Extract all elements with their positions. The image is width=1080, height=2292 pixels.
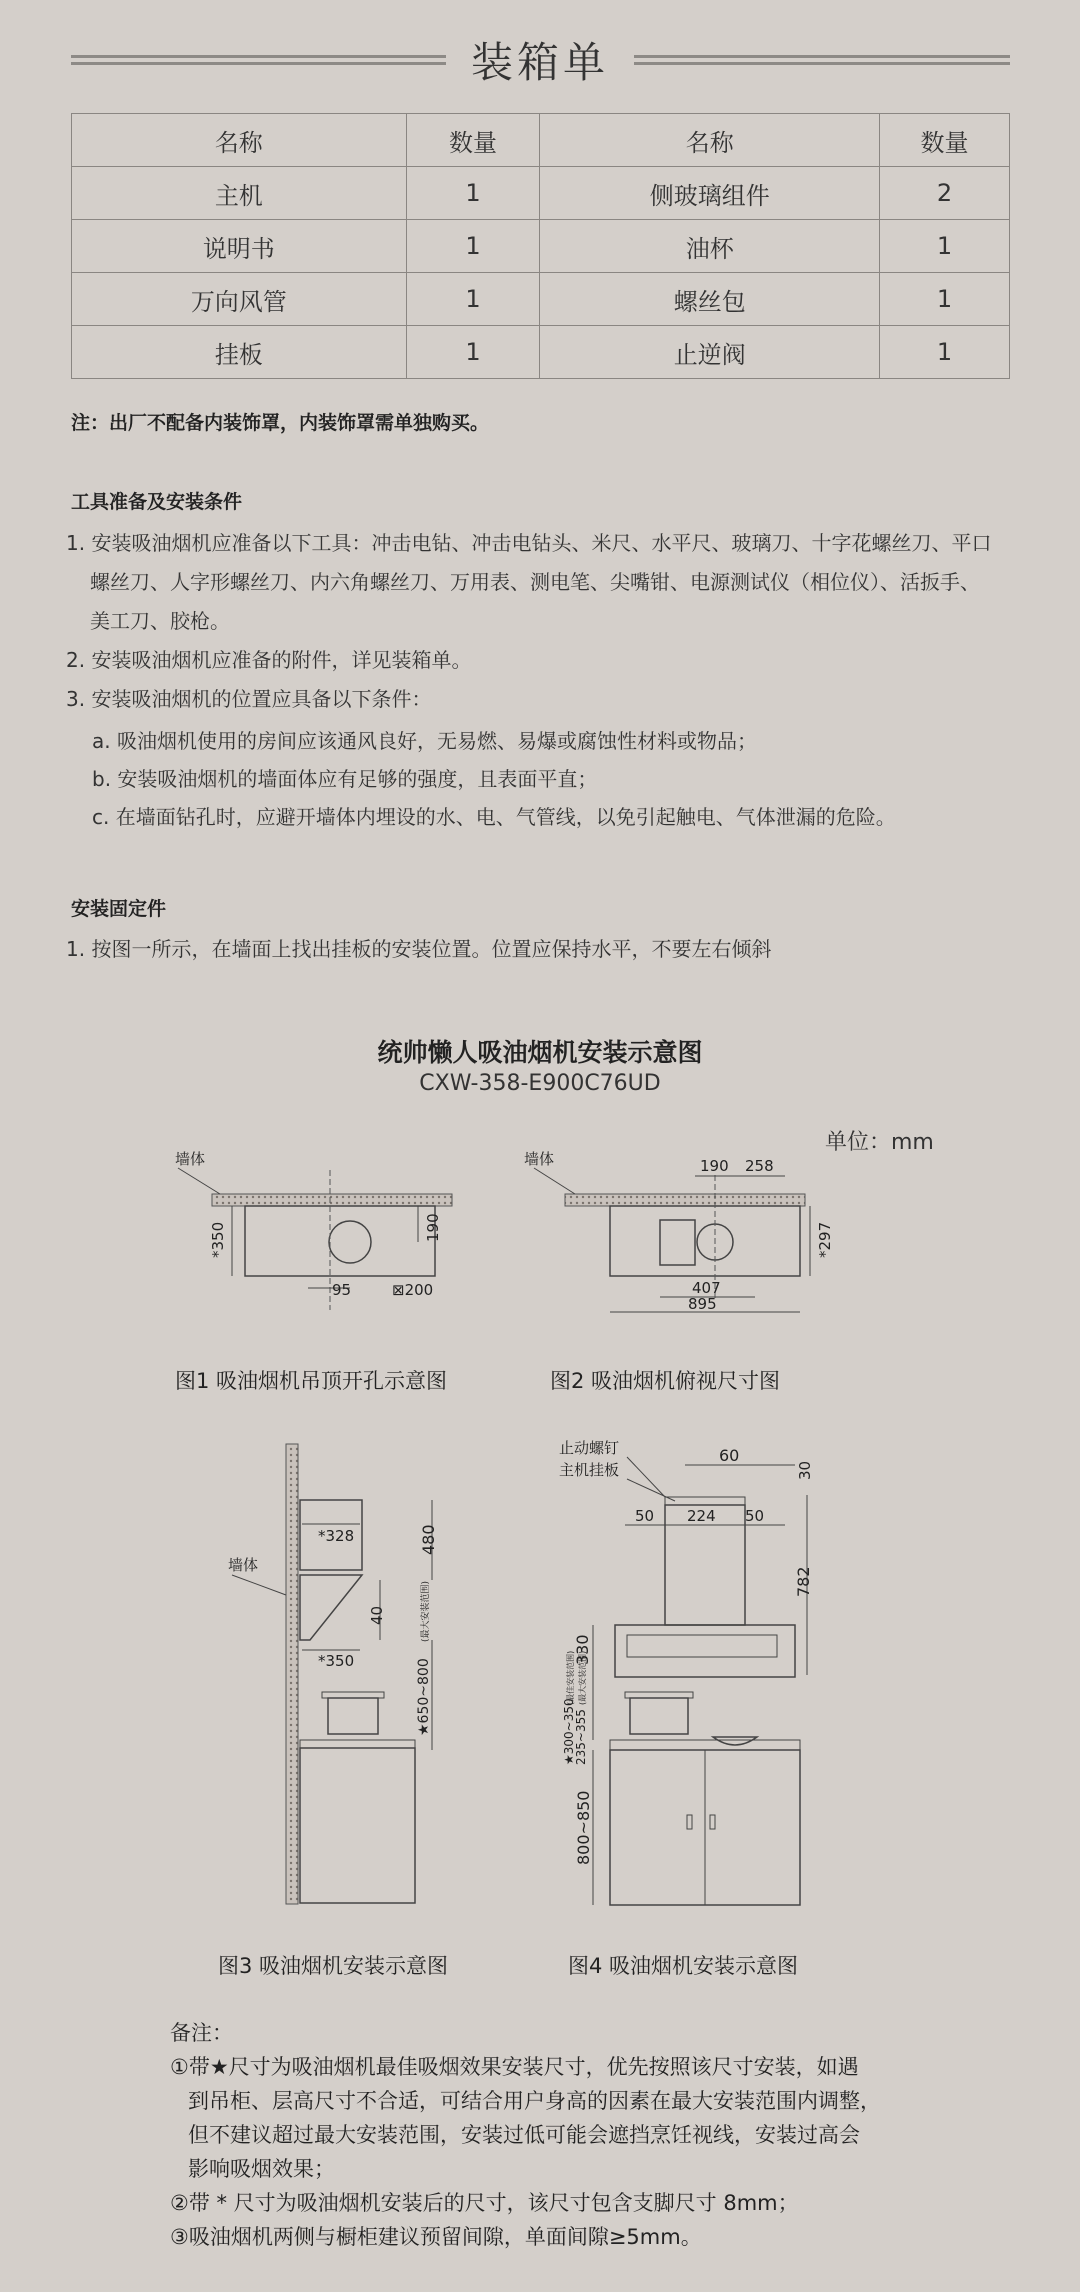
tools-heading: 工具准备及安装条件 — [71, 491, 243, 513]
table-header-cell: 名称 — [72, 114, 407, 167]
condition-b: b. 安装吸油烟机的墙面体应有足够的强度，且表面平直； — [92, 767, 598, 791]
fig4-wok — [713, 1737, 757, 1745]
fig3-dim-range-note: (最大安装范围) — [421, 1580, 431, 1642]
table-row — [72, 167, 1010, 220]
fig2-drawing — [520, 1140, 840, 1330]
table-cell: 1 — [406, 273, 540, 326]
tools-list — [66, 524, 1006, 719]
table-cell: 2 — [880, 167, 1010, 220]
table-header-cell: 名称 — [540, 114, 880, 167]
fig3-dim-350-label: *350 — [318, 1652, 355, 1670]
remarks-line-3: 但不建议超过最大安装范围，安装过低可能会遮挡烹饪视线，安装过高会 — [188, 2123, 860, 2147]
fig3-cabinet — [300, 1748, 415, 1903]
page-title: 装箱单 — [470, 38, 609, 87]
fig3-dim-328-label: *328 — [318, 1527, 355, 1545]
fig4-pot — [630, 1698, 688, 1734]
fig4-drawing — [545, 1435, 825, 1915]
remarks — [170, 2016, 881, 2254]
tools-item-3: 3. 安装吸油烟机的位置应具备以下条件： — [66, 687, 432, 711]
fig2-valve-box — [660, 1220, 695, 1265]
fig3-pot-lid — [322, 1692, 384, 1698]
fig3-wall-leader — [232, 1575, 286, 1595]
table-cell: 止逆阀 — [540, 326, 880, 379]
fig3-dim-40-label: 40 — [368, 1605, 386, 1625]
table-cell: 1 — [880, 220, 1010, 273]
fig1-dim-200-label: ⊠200 — [392, 1281, 434, 1299]
table-header-row — [72, 114, 1010, 167]
fig2-wall-leader — [534, 1168, 575, 1194]
fig4-dim-r1-label: ★300~350 — [562, 1698, 576, 1765]
fig4-stop-screw-label: 止动螺钉 — [559, 1439, 620, 1457]
fig4-dim-50a-label: 50 — [635, 1507, 655, 1525]
remarks-line-1: ①带★尺寸为吸油烟机最佳吸烟效果安装尺寸，优先按照该尺寸安装，如遇 — [170, 2055, 859, 2079]
table-cell: 说明书 — [72, 220, 407, 273]
fix-item-1: 1. 按图一所示，在墙面上找出挂板的安装位置。位置应保持水平，不要左右倾斜 — [66, 937, 772, 961]
fig4-dim-50b-label: 50 — [745, 1507, 765, 1525]
fig2-dim-190-label: 190 — [700, 1157, 729, 1175]
fix-heading: 安装固定件 — [71, 898, 167, 920]
fig2-hood-outline — [610, 1206, 800, 1276]
fig4-dim-r1-note: (最佳安装范围) — [566, 1650, 575, 1705]
fig1-dim-95-label: 95 — [332, 1281, 352, 1299]
table-cell: 侧玻璃组件 — [540, 167, 880, 220]
diagram-title: 统帅懒人吸油烟机安装示意图 — [377, 1038, 703, 1067]
fig1-drawing — [160, 1140, 480, 1310]
fig3-hood — [300, 1575, 362, 1640]
remarks-heading: 备注： — [170, 2021, 233, 2045]
fig4-dim-r2-note: (最大安装范围) — [578, 1650, 587, 1705]
fig2-caption: 图2 吸油烟机俯视尺寸图 — [550, 1369, 781, 1393]
remarks-line-5: ②带 * 尺寸为吸油烟机安装后的尺寸，该尺寸包含支脚尺寸 8mm； — [170, 2191, 799, 2215]
fig4-handle-left — [687, 1815, 692, 1829]
fig2-dim-297-label: *297 — [816, 1221, 834, 1258]
fig3-wall — [286, 1444, 298, 1904]
condition-c: c. 在墙面钻孔时，应避开墙体内埋设的水、电、气管线，以免引起触电、气体泄漏的危险。 — [92, 805, 896, 829]
remarks-line-6: ③吸油烟机两侧与橱柜建议预留间隙，单面间隙≥5mm。 — [170, 2225, 702, 2249]
table-cell: 挂板 — [72, 326, 407, 379]
fig4-counter — [610, 1740, 800, 1750]
fig1-caption: 图1 吸油烟机吊顶开孔示意图 — [175, 1369, 448, 1393]
fig2-dim-895-label: 895 — [688, 1295, 717, 1313]
table-cell: 主机 — [72, 167, 407, 220]
tools-item-1-line-1: 1. 安装吸油烟机应准备以下工具：冲击电钻、冲击电钻头、米尺、水平尺、玻璃刀、十字花螺丝刀、平口 — [66, 531, 992, 555]
fig4-hood-panel — [627, 1635, 777, 1657]
table-cell: 1 — [406, 326, 540, 379]
remarks-line-4: 影响吸烟效果； — [188, 2157, 335, 2181]
tools-item-1-line-2: 螺丝刀、人字形螺丝刀、内六角螺丝刀、万用表、测电笔、尖嘴钳、电源测试仪（相位仪）、活扳手、 — [90, 570, 980, 594]
table-row — [72, 220, 1010, 273]
fig1-wall-leader — [178, 1168, 220, 1194]
fig4-dim-60-label: 60 — [719, 1446, 740, 1465]
fig3-dim-range-label: ★650~800 — [416, 1658, 432, 1736]
table-header-cell: 数量 — [406, 114, 540, 167]
fig1-hood-outline — [245, 1206, 435, 1276]
fig3-dim-480-label: 480 — [419, 1524, 438, 1555]
table-cell: 1 — [406, 167, 540, 220]
fig4-hanger-label: 主机挂板 — [559, 1461, 620, 1479]
fig4-dim-30-label: 30 — [796, 1460, 814, 1480]
table-header-cell: 数量 — [880, 114, 1010, 167]
fig2-wall-label: 墙体 — [524, 1150, 555, 1168]
fig1-dim-190-label: 190 — [424, 1213, 442, 1242]
table-cell: 油杯 — [540, 220, 880, 273]
fig2-dim-407-label: 407 — [692, 1279, 721, 1297]
table-cell: 1 — [406, 220, 540, 273]
packing-note: 注：出厂不配备内装饰罩，内装饰罩需单独购买。 — [71, 412, 490, 434]
fig3-wall-label: 墙体 — [228, 1556, 259, 1574]
fig2-ceiling — [565, 1194, 805, 1206]
fig4-caption: 图4 吸油烟机安装示意图 — [568, 1954, 799, 1978]
table-cell: 螺丝包 — [540, 273, 880, 326]
fig1-ceiling — [212, 1194, 452, 1206]
fig4-dim-800-label: 800~850 — [574, 1790, 593, 1865]
header-rule-right — [634, 55, 1010, 65]
fig4-hood — [615, 1625, 795, 1677]
table-row — [72, 326, 1010, 379]
fig1-dim-350-label: *350 — [209, 1221, 227, 1258]
remarks-line-2: 到吊柜、层高尺寸不合适，可结合用户身高的因素在最大安装范围内调整， — [188, 2089, 881, 2113]
condition-a: a. 吸油烟机使用的房间应该通风良好，无易燃、易爆或腐蚀性材料或物品； — [92, 729, 757, 753]
fig3-caption: 图3 吸油烟机安装示意图 — [218, 1954, 449, 1978]
fig4-hanger-plate — [665, 1497, 745, 1505]
fig4-dim-224-label: 224 — [687, 1507, 716, 1525]
fig3-pot — [328, 1698, 378, 1734]
fig4-dim-r2-label: 235~355 — [574, 1709, 588, 1765]
tools-item-1-line-3: 美工刀、胶枪。 — [90, 609, 230, 633]
table-cell: 万向风管 — [72, 273, 407, 326]
table-cell: 1 — [880, 326, 1010, 379]
tools-item-2: 2. 安装吸油烟机应准备的附件，详见装箱单。 — [66, 648, 472, 672]
fig4-handle-right — [710, 1815, 715, 1829]
table-cell: 1 — [880, 273, 1010, 326]
fig4-stop-leader — [627, 1457, 665, 1497]
unit-label: 单位：mm — [825, 1130, 934, 1155]
fig4-dim-330-label: 330 — [573, 1634, 592, 1665]
fig2-dim-258-label: 258 — [745, 1157, 774, 1175]
fig3-drawing — [210, 1440, 470, 1910]
fig1-wall-label: 墙体 — [175, 1150, 206, 1168]
fig1-duct-hole — [329, 1221, 371, 1263]
diagram-model: CXW-358-E900C76UD — [419, 1071, 661, 1096]
fig3-counter — [300, 1740, 415, 1748]
fig4-pot-lid — [625, 1692, 693, 1698]
fig4-dim-782-label: 782 — [794, 1566, 813, 1597]
table-row — [72, 273, 1010, 326]
packing-table — [71, 113, 1010, 379]
